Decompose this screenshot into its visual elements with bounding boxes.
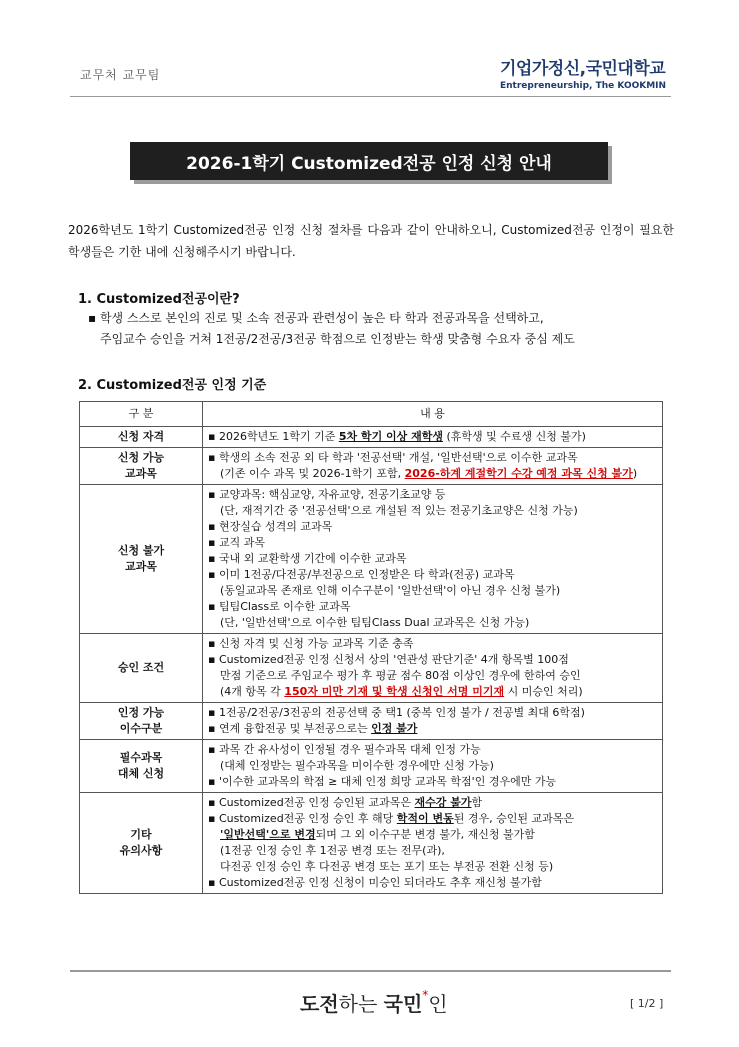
label-line: 신청 불가 (117, 544, 165, 557)
list-item: ▪ '이수한 교과목의 학점 ≥ 대체 인정 희망 교과목 학점'인 경우에만 가능 (208, 775, 557, 788)
text: (4개 항목 각 (220, 685, 285, 698)
table-row (80, 793, 663, 894)
red-emphasis-text: 2026-하계 계절학기 수강 예정 과목 신청 불가 (404, 467, 633, 480)
list-subitem (208, 684, 657, 700)
label-line: 신청 가능 (117, 451, 165, 464)
row-label-notes (80, 793, 203, 894)
table-row (80, 485, 663, 634)
star-icon: * (422, 988, 429, 1002)
emphasis-text: 인정 불가 (371, 722, 418, 735)
section1-heading: 1. Customized전공이란? (78, 292, 240, 307)
row-label-credit-type (80, 703, 203, 740)
header-divider (70, 96, 671, 97)
row-label-eligibility: 신청 자격 (80, 427, 203, 448)
logo-sub-text: Entrepreneurship, The KOOKMIN (500, 81, 667, 91)
table-row (80, 634, 663, 703)
text-sub (208, 466, 657, 482)
text: ▪ 학생의 소속 전공 외 타 학과 '전공선택' 개설, '일반선택'으로 이수한 교과목 (208, 451, 578, 464)
list-item: ▪ 이미 1전공/다전공/부전공으로 인정받은 타 학과(전공) 교과목 (208, 568, 515, 581)
label-line: 교과목 (125, 560, 157, 573)
table-header-row (80, 402, 663, 427)
text: ▪ 연계 융합전공 및 부전공으로는 (208, 722, 372, 735)
table-row (80, 740, 663, 793)
text: 된 경우, 승인된 교과목은 (453, 812, 575, 825)
row-label-ineligible-courses (80, 485, 203, 634)
row-content-eligible-courses (203, 448, 663, 485)
university-logo (500, 54, 680, 91)
row-content-approval (203, 634, 663, 703)
list-item: ▪ 팀팀Class로 이수한 교과목 (208, 600, 351, 613)
title-banner (130, 142, 608, 180)
section1-line2: 주임교수 승인을 거쳐 1전공/2전공/3전공 학점으로 인정받는 학생 맞춤형 수요자 중심 제도 (100, 332, 575, 346)
text: 되며 그 외 이수구분 변경 불가, 재신청 불가함 (315, 828, 535, 841)
label-line: 교과목 (125, 467, 157, 480)
list-item: ▪ Customized전공 인정 신청서 상의 '연관성 판단기준' 4개 항목별 100점 (208, 653, 569, 666)
table-row (80, 427, 663, 448)
label-line: 대체 신청 (117, 767, 165, 780)
section2-heading: 2. Customized전공 인정 기준 (78, 378, 267, 393)
page-number: [ 1/2 ] (630, 997, 664, 1010)
text: (기존 이수 과목 및 2026-1학기 포함, (220, 467, 405, 480)
table-row (80, 448, 663, 485)
slogan-part: 인 (428, 992, 448, 1016)
row-content-credit-type (203, 703, 663, 740)
label-line: 필수과목 (119, 751, 163, 764)
department-label: 교무처 교무팀 (80, 68, 161, 82)
emphasis-text: '일반선택'으로 변경 (220, 828, 316, 841)
label-line: 기타 (130, 828, 152, 841)
list-item: ▪ 교양과목: 핵심교양, 자유교양, 전공기초교양 등 (208, 488, 446, 501)
list-item (208, 721, 657, 737)
row-label-substitution (80, 740, 203, 793)
list-item: ▪ 과목 간 유사성이 인정될 경우 필수과목 대체 인정 가능 (208, 743, 481, 756)
list-item (208, 811, 657, 827)
label-line: 유의사항 (119, 844, 163, 857)
text: ) (632, 467, 638, 480)
emphasis-text: 재수강 불가 (414, 796, 472, 809)
list-subitem (208, 827, 657, 843)
text: 함 (471, 796, 483, 809)
label-line: 인정 가능 (117, 706, 165, 719)
row-content-notes (203, 793, 663, 894)
slogan-part: 하는 (338, 992, 384, 1016)
row-label-approval: 승인 조건 (80, 634, 203, 703)
list-subitem: (1전공 인정 승인 후 1전공 변경 또는 전무(과), (220, 844, 445, 857)
footer-divider (70, 970, 671, 972)
text: (휴학생 및 수료생 신청 불가) (442, 430, 586, 443)
list-item: ▪ 교직 과목 (208, 536, 265, 549)
list-item (208, 795, 657, 811)
label-line: 이수구분 (119, 722, 163, 735)
list-subitem: (대체 인정받는 필수과목을 미이수한 경우에만 신청 가능) (220, 759, 494, 772)
footer-slogan (300, 988, 448, 1017)
text: ▪ 2026학년도 1학기 기준 (208, 430, 339, 443)
list-item: ▪ 현장실습 성격의 교과목 (208, 520, 333, 533)
text: 시 미승인 처리) (504, 685, 583, 698)
header-content: 내 용 (203, 402, 663, 427)
section1-line1: ▪ 학생 스스로 본인의 진로 및 소속 전공과 관련성이 높은 타 학과 전공과목을 선택하고, (88, 311, 544, 325)
list-subitem: 만점 기준으로 주임교수 평가 후 평균 점수 80점 이상인 경우에 한하여 승인 (220, 669, 581, 682)
list-item: ▪ 1전공/2전공/3전공의 전공선택 중 택1 (중복 인정 불가 / 전공별 최대 6학점) (208, 706, 585, 719)
red-emphasis-text: 150자 미만 기재 및 학생 신청인 서명 미기재 (284, 685, 505, 698)
text: ▪ Customized전공 인정 승인 후 해당 (208, 812, 397, 825)
emphasis-text: 학적이 변동 (396, 812, 454, 825)
list-subitem: (동일교과목 존재로 인해 이수구분이 '일반선택'이 아닌 경우 신청 불가) (220, 584, 561, 597)
document-title: 2026-1학기 Customized전공 인정 신청 안내 (186, 153, 552, 174)
list-item: ▪ 국내 외 교환학생 기간에 이수한 교과목 (208, 552, 407, 565)
slogan-part: 도전 (300, 992, 339, 1016)
list-subitem: (단, '일반선택'으로 이수한 팀팀Class Dual 교과목은 신청 가능) (220, 616, 530, 629)
row-content-eligibility (203, 427, 663, 448)
row-content-substitution (203, 740, 663, 793)
logo-main-text: 기업가정신,국민대학교 (500, 59, 666, 79)
slogan-part: 국민 (383, 992, 423, 1016)
row-label-eligible-courses (80, 448, 203, 485)
criteria-table (79, 401, 663, 894)
list-subitem: 다전공 인정 승인 후 다전공 변경 또는 포기 또는 부전공 전환 신청 등) (220, 860, 554, 873)
section1-description (88, 308, 678, 350)
list-subitem: (단, 재적기간 중 '전공선택'으로 개설된 적 있는 전공기초교양은 신청 가능) (220, 504, 578, 517)
list-item: ▪ Customized전공 인정 신청이 미승인 되더라도 추후 재신청 불가함 (208, 876, 542, 889)
table-row (80, 703, 663, 740)
emphasis-text: 5차 학기 이상 재학생 (338, 430, 443, 443)
text: ▪ Customized전공 인정 승인된 교과목은 (208, 796, 415, 809)
intro-paragraph: 2026학년도 1학기 Customized전공 인정 신청 절차를 다음과 같이 안내하오니, Customized전공 인정이 필요한 학생들은 기한 내에 신청해주시기 바랍니다. (68, 223, 674, 259)
header-category: 구 분 (80, 402, 203, 427)
row-content-ineligible-courses (203, 485, 663, 634)
list-item: ▪ 신청 자격 및 신청 가능 교과목 기준 충족 (208, 637, 414, 650)
